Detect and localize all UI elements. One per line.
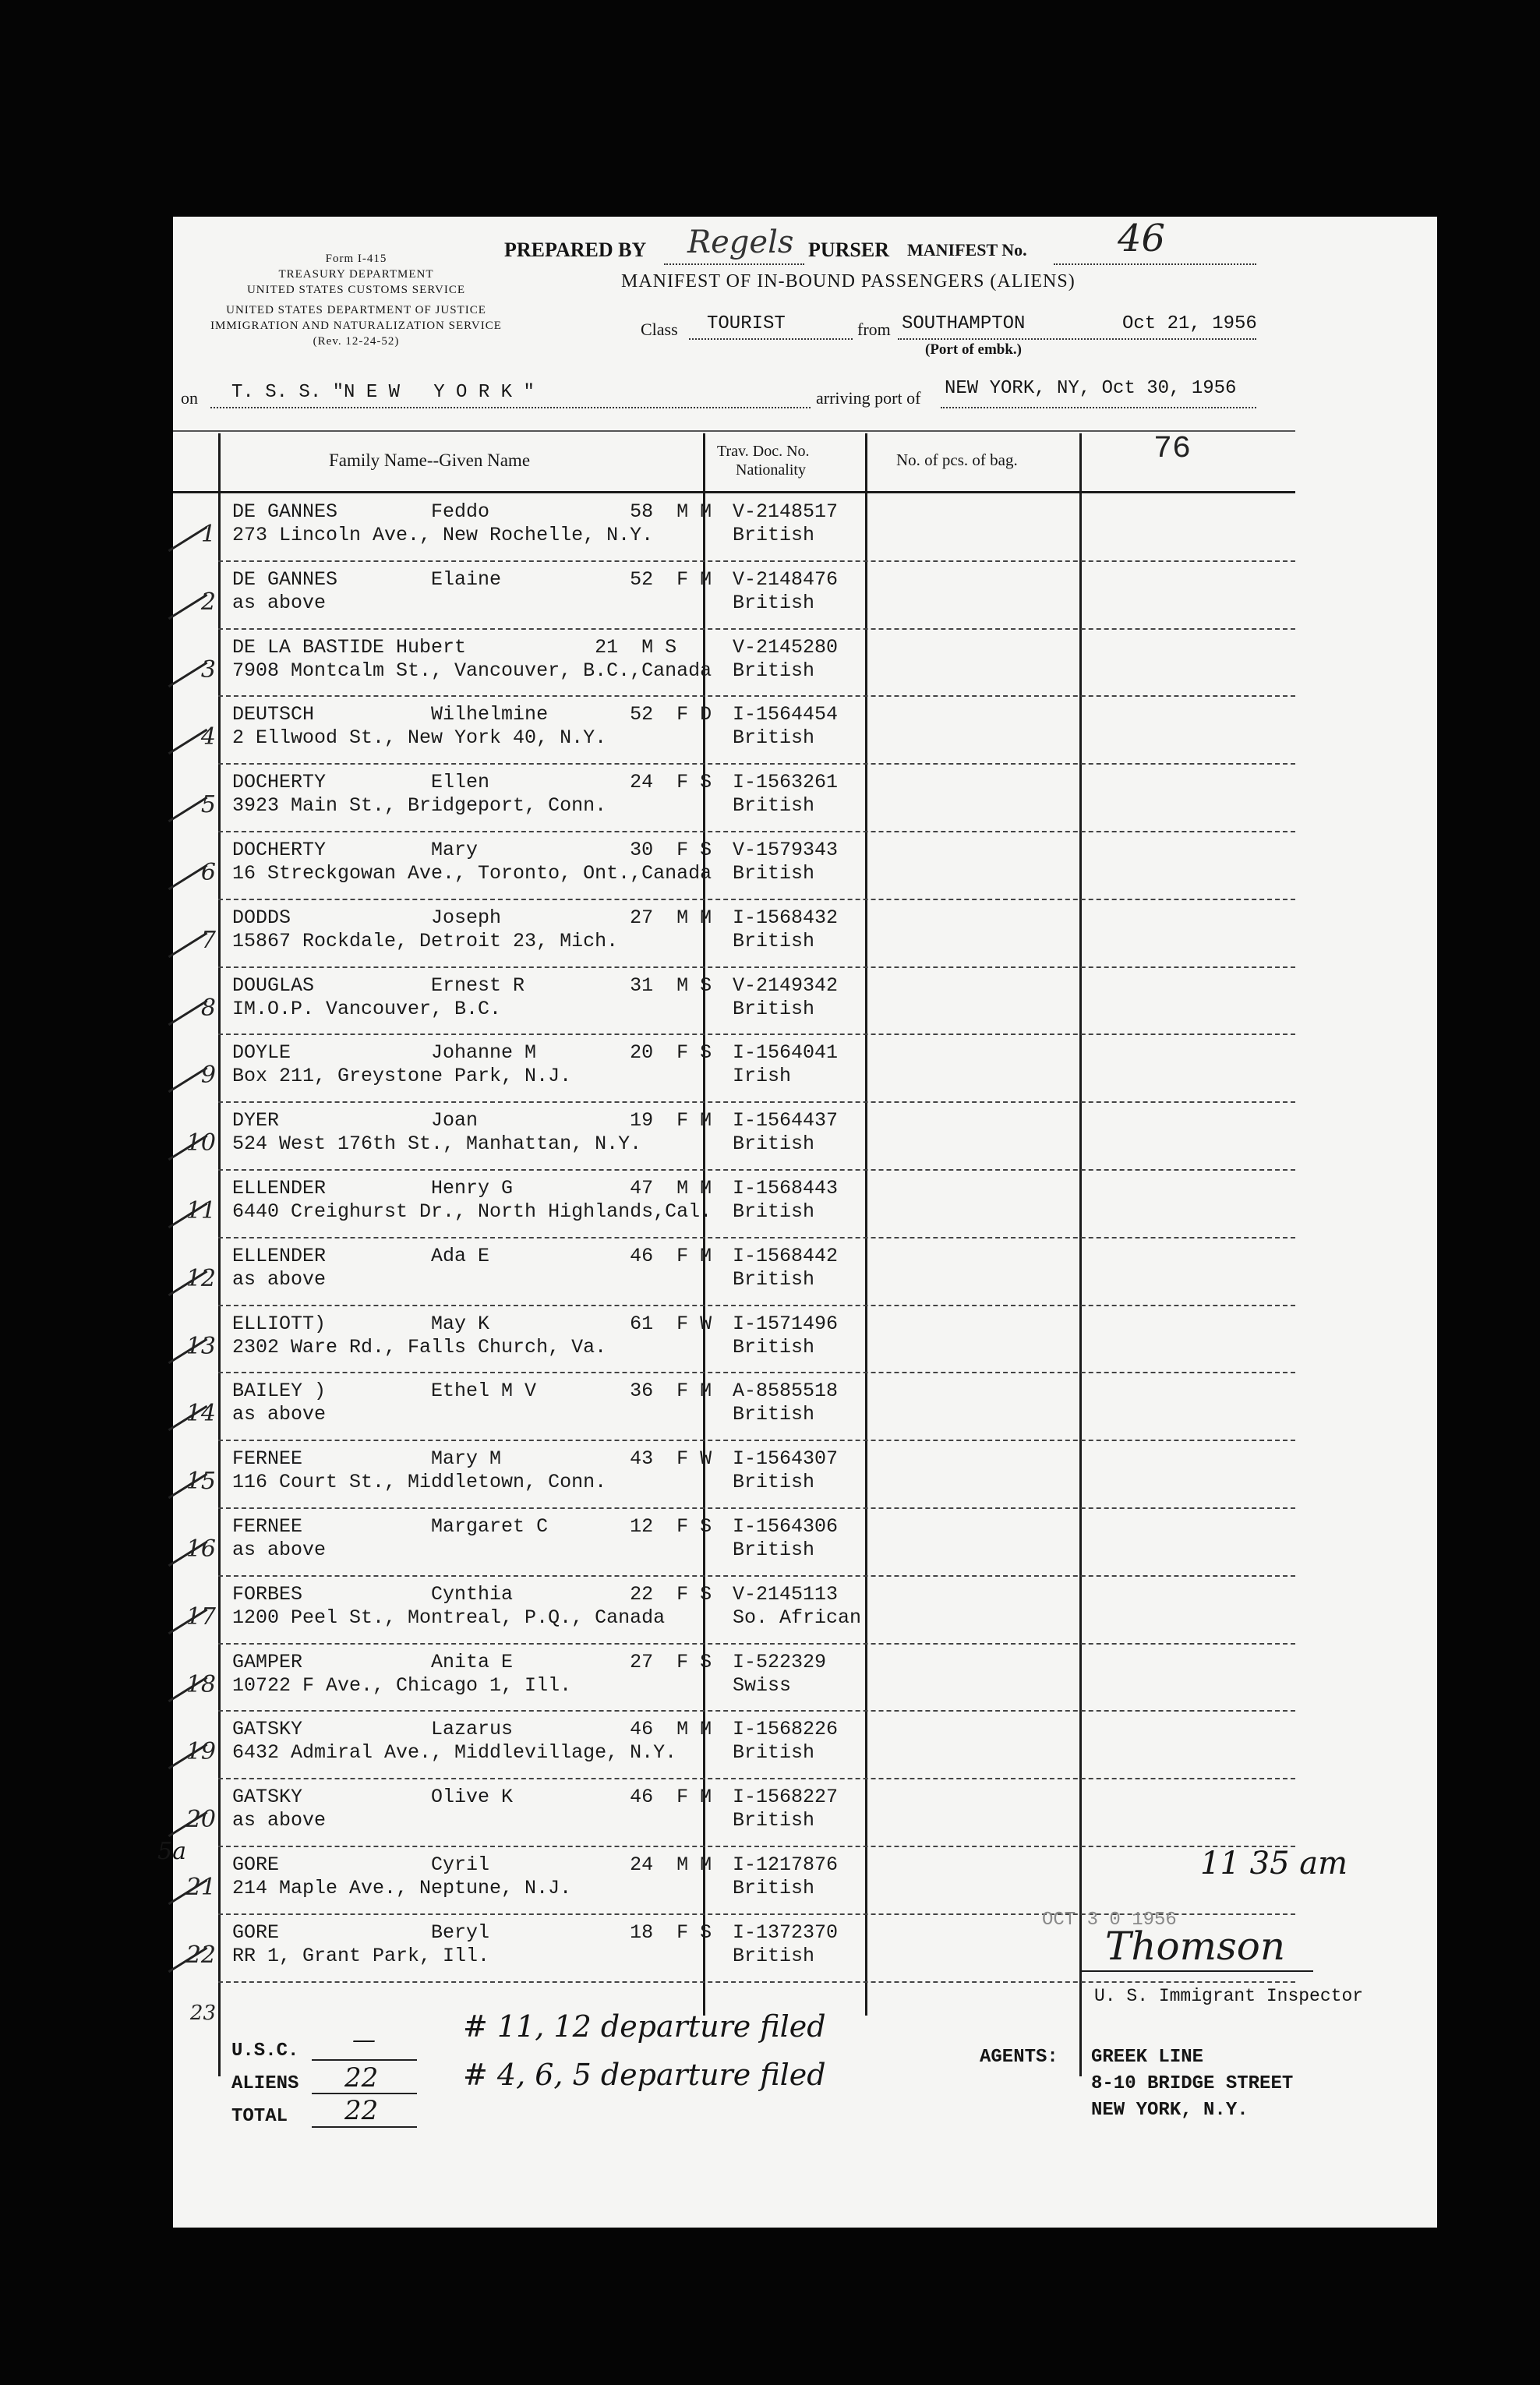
passenger-name-line: DODDS Joseph 27 M M <box>232 906 712 929</box>
nationality: British <box>733 997 815 1020</box>
departure-note-1: # 11, 12 departure filed <box>463 2009 826 2044</box>
from-label: from <box>857 320 891 339</box>
table-row <box>173 633 1295 701</box>
on-label: on <box>181 388 198 408</box>
passenger-address-line: 3923 Main St., Bridgeport, Conn. <box>232 794 607 818</box>
inspector-signature: Thomson <box>1105 1924 1286 1969</box>
passenger-address-line: 2 Ellwood St., New York 40, N.Y. <box>232 726 607 750</box>
row-number: 9 <box>200 1062 216 1090</box>
passenger-name-line: FERNEE Mary M 43 F W <box>232 1447 712 1471</box>
table-row <box>173 565 1295 633</box>
row-divider <box>218 1305 1295 1306</box>
row-divider <box>218 628 1295 630</box>
table-row <box>173 1648 1295 1715</box>
travel-doc-number: I-1564041 <box>733 1041 839 1065</box>
passenger-address-line: 6440 Creighurst Dr., North Highlands,Cal. <box>232 1200 712 1223</box>
header-bottom-rule <box>173 491 1295 493</box>
passenger-name-line: DOCHERTY Mary 30 F S <box>232 839 712 861</box>
travel-doc-number: A-8585518 <box>733 1380 839 1403</box>
form-id-line: TREASURY DEPARTMENT <box>278 268 434 281</box>
row-number: 13 <box>185 1332 216 1360</box>
travel-doc-number: I-1568432 <box>733 906 839 929</box>
row-divider <box>218 1981 1295 1983</box>
form-id-line: UNITED STATES CUSTOMS SERVICE <box>246 284 466 296</box>
table-top-rule <box>173 430 1295 432</box>
passenger-name-line: DE GANNES Elaine 52 F M <box>232 567 712 591</box>
row-divider <box>218 560 1295 562</box>
from-value: SOUTHAMPTON <box>902 313 1026 334</box>
form-id-line: (Rev. 12-24-52) <box>313 335 400 348</box>
passenger-name-line: BAILEY ) Ethel M V 36 F M <box>232 1380 712 1403</box>
nationality: British <box>733 1267 815 1291</box>
passenger-address-line: 1200 Peel St., Montreal, P.Q., Canada <box>232 1606 666 1629</box>
col-header-nationality: Nationality <box>736 461 806 479</box>
passenger-name-line: GORE Cyril 24 M M <box>232 1853 712 1876</box>
table-row <box>173 1376 1295 1444</box>
inspector-label: U. S. Immigrant Inspector <box>1094 1986 1364 2006</box>
nationality: British <box>733 1539 815 1561</box>
passenger-name-line: DOCHERTY Ellen 24 F S <box>232 771 712 794</box>
form-id-line: UNITED STATES DEPARTMENT OF JUSTICE <box>226 304 486 316</box>
agent-city: NEW YORK, N.Y. <box>1091 2100 1249 2121</box>
passenger-address-line: 273 Lincoln Ave., New Rochelle, N.Y. <box>232 524 654 546</box>
form-id-block <box>204 251 508 349</box>
nationality: British <box>733 862 815 885</box>
nationality: Irish <box>733 1065 792 1088</box>
row-number: 4 <box>200 723 216 751</box>
row-divider <box>218 1169 1295 1171</box>
travel-doc-number: I-1564306 <box>733 1515 839 1538</box>
row-number: 7 <box>200 926 216 954</box>
agent-name: GREEK LINE <box>1091 2047 1204 2068</box>
row-divider <box>218 1778 1295 1779</box>
manifest-no-label: MANIFEST No. <box>907 240 1027 260</box>
table-row <box>173 1444 1295 1512</box>
nationality: British <box>733 929 815 952</box>
form-id-line: Form I-415 <box>325 253 387 265</box>
row-number: 21 <box>185 1874 216 1901</box>
table-row <box>173 1715 1295 1783</box>
table-row <box>173 1242 1295 1309</box>
agents-label: AGENTS: <box>980 2047 1058 2068</box>
row-number: 8 <box>200 994 216 1022</box>
passenger-name-line: GAMPER Anita E 27 F S <box>232 1650 712 1673</box>
col-header-name: Family Name--Given Name <box>329 450 531 470</box>
table-row <box>173 1850 1295 1918</box>
travel-doc-number: I-1568443 <box>733 1177 839 1200</box>
table-row <box>173 768 1295 836</box>
row-number: 23 <box>189 2002 216 2025</box>
arriving-value: NEW YORK, NY, Oct 30, 1956 <box>945 378 1237 399</box>
manifest-title: MANIFEST OF IN-BOUND PASSENGERS (ALIENS) <box>621 271 1076 292</box>
nationality: British <box>733 1132 815 1156</box>
aliens-value: 22 <box>344 2062 379 2094</box>
departure-note-2: # 4, 6, 5 departure filed <box>463 2058 826 2092</box>
passenger-address-line: 15867 Rockdale, Detroit 23, Mich. <box>232 929 619 952</box>
passenger-name-line: ELLENDER Henry G 47 M M <box>232 1177 712 1200</box>
row-number: 19 <box>185 1738 216 1766</box>
table-row <box>173 903 1295 971</box>
class-label: Class <box>641 320 678 339</box>
table-row <box>173 1174 1295 1242</box>
passenger-address-line: as above <box>232 1403 327 1426</box>
inspector-rule <box>1079 1970 1313 1972</box>
nationality: British <box>733 794 815 818</box>
row-number: 11 <box>185 1197 216 1224</box>
row-divider <box>218 695 1295 697</box>
col-header-bags: No. of pcs. of bag. <box>896 450 1018 469</box>
passenger-name-line: DYER Joan 19 F M <box>232 1109 712 1132</box>
travel-doc-number: I-1564454 <box>733 703 839 726</box>
travel-doc-number: I-1217876 <box>733 1853 839 1876</box>
passenger-name-line: ELLIOTT) May K 61 F W <box>232 1312 712 1335</box>
row-number: 1 <box>200 521 216 548</box>
nationality: Swiss <box>733 1673 792 1697</box>
row-number: 20 <box>185 1806 216 1834</box>
passenger-address-line: 116 Court St., Middletown, Conn. <box>232 1471 607 1494</box>
aliens-label: ALIENS <box>231 2073 299 2094</box>
class-value: TOURIST <box>707 313 786 334</box>
row-divider <box>218 1372 1295 1373</box>
row-divider <box>218 1643 1295 1645</box>
passenger-name-line: GORE Beryl 18 F S <box>232 1920 712 1944</box>
passenger-address-line: RR 1, Grant Park, Ill. <box>232 1944 490 1967</box>
nationality: British <box>733 726 815 750</box>
table-row <box>173 971 1295 1039</box>
purser-label: PURSER <box>808 238 890 261</box>
passenger-name-line: DEUTSCH Wilhelmine 52 F D <box>232 703 712 726</box>
passenger-name-line: GATSKY Olive K 46 F M <box>232 1786 712 1809</box>
row-number: 22 <box>185 1941 216 1969</box>
row-number: 18 <box>185 1670 216 1698</box>
row-number: 15 <box>185 1468 216 1496</box>
passenger-address-line: as above <box>232 1809 327 1832</box>
table-row <box>173 1038 1295 1106</box>
nationality: British <box>733 1809 815 1832</box>
table-row <box>173 836 1295 903</box>
form-id-line: IMMIGRATION AND NATURALIZATION SERVICE <box>210 320 502 332</box>
passenger-name-line: FERNEE Margaret C 12 F S <box>232 1515 712 1538</box>
table-row <box>173 497 1295 565</box>
port-note: (Port of embk.) <box>925 341 1022 358</box>
col-header-extra: 76 <box>1153 432 1192 467</box>
passenger-address-line: Box 211, Greystone Park, N.J. <box>232 1065 572 1088</box>
row-divider <box>218 1440 1295 1441</box>
passenger-address-line: as above <box>232 1539 327 1561</box>
manifest-page <box>157 217 1437 2228</box>
row-number: 14 <box>185 1400 216 1428</box>
row-divider <box>218 1101 1295 1103</box>
travel-doc-number: I-1568226 <box>733 1718 839 1741</box>
total-value: 22 <box>344 2095 379 2126</box>
nationality: British <box>733 524 815 546</box>
travel-doc-number: V-2148476 <box>733 567 839 591</box>
manifest-no-value: 46 <box>1118 217 1166 260</box>
row-divider <box>218 831 1295 832</box>
prepared-by-signature: Regels <box>687 224 794 260</box>
nationality: British <box>733 1877 815 1899</box>
row-divider <box>218 899 1295 900</box>
row-divider <box>218 1846 1295 1847</box>
passenger-name-line: DOUGLAS Ernest R 31 M S <box>232 973 712 997</box>
passenger-name-line: DE GANNES Feddo 58 M M <box>232 500 712 523</box>
passenger-address-line: 16 Streckgowan Ave., Toronto, Ont.,Canada <box>232 862 712 885</box>
row-divider <box>218 966 1295 968</box>
row-divider <box>218 1034 1295 1035</box>
agent-address: 8-10 BRIDGE STREET <box>1091 2073 1294 2094</box>
nationality: British <box>733 1471 815 1494</box>
table-row <box>173 700 1295 768</box>
row-number: 16 <box>185 1535 216 1563</box>
nationality: British <box>733 1403 815 1426</box>
total-line <box>312 2126 417 2128</box>
passenger-address-line: 214 Maple Ave., Neptune, N.J. <box>232 1877 572 1899</box>
nationality: British <box>733 1944 815 1967</box>
row-divider <box>218 1710 1295 1712</box>
total-label: TOTAL <box>231 2106 288 2127</box>
travel-doc-number: I-1563261 <box>733 771 839 794</box>
row-divider <box>218 1575 1295 1577</box>
travel-doc-number: V-2148517 <box>733 500 839 523</box>
nationality: British <box>733 591 815 614</box>
travel-doc-number: V-2145280 <box>733 635 839 659</box>
departure-date: Oct 21, 1956 <box>1122 313 1257 334</box>
travel-doc-number: I-1571496 <box>733 1312 839 1335</box>
passenger-address-line: 7908 Montcalm St., Vancouver, B.C.,Canada <box>232 659 712 682</box>
usc-value: — <box>352 2026 376 2054</box>
prepared-by-label: PREPARED BY <box>504 238 647 261</box>
row-number: 12 <box>185 1264 216 1292</box>
nationality: British <box>733 1335 815 1359</box>
passenger-address-line: as above <box>232 1267 327 1291</box>
row-number: 2 <box>200 588 216 616</box>
nationality: British <box>733 1200 815 1223</box>
nationality: So. African <box>733 1606 862 1629</box>
table-row <box>173 1783 1295 1850</box>
arriving-label: arriving port of <box>816 388 921 408</box>
travel-doc-number: V-2149342 <box>733 973 839 997</box>
travel-doc-number: I-1564307 <box>733 1447 839 1471</box>
col-header-doc: Trav. Doc. No. <box>717 443 810 460</box>
passenger-name-line: DOYLE Johanne M 20 F S <box>232 1041 712 1065</box>
passenger-name-line: FORBES Cynthia 22 F S <box>232 1582 712 1606</box>
table-row <box>173 1309 1295 1377</box>
row-divider <box>218 1507 1295 1509</box>
passenger-name-line: GATSKY Lazarus 46 M M <box>232 1718 712 1741</box>
travel-doc-number: I-522329 <box>733 1650 827 1673</box>
margin-note: 5a <box>157 1838 186 1865</box>
inspection-stamp-date: OCT 3 0 1956 <box>1042 1910 1177 1931</box>
row-number: 5 <box>200 791 216 819</box>
travel-doc-number: I-1568227 <box>733 1786 839 1809</box>
usc-line <box>312 2059 417 2061</box>
passenger-address-line: 524 West 176th St., Manhattan, N.Y. <box>232 1132 642 1156</box>
nationality: British <box>733 1741 815 1765</box>
usc-label: U.S.C. <box>231 2040 299 2062</box>
passenger-address-line: 2302 Ware Rd., Falls Church, Va. <box>232 1335 607 1359</box>
passenger-address-line: as above <box>232 591 327 614</box>
passenger-address-line: 6432 Admiral Ave., Middlevillage, N.Y. <box>232 1741 677 1765</box>
row-divider <box>218 763 1295 765</box>
table-row <box>173 1106 1295 1174</box>
passenger-address-line: IM.O.P. Vancouver, B.C. <box>232 997 502 1020</box>
nationality: British <box>733 659 815 682</box>
travel-doc-number: V-2145113 <box>733 1582 839 1606</box>
table-row <box>173 1512 1295 1580</box>
row-number: 3 <box>200 655 216 684</box>
vessel-name: T. S. S. "N E W Y O R K " <box>231 382 535 403</box>
row-number: 17 <box>185 1602 216 1631</box>
passenger-name-line: DE LA BASTIDE Hubert 21 M S <box>232 635 677 659</box>
travel-doc-number: V-1579343 <box>733 839 839 861</box>
travel-doc-number: I-1568442 <box>733 1244 839 1267</box>
row-divider <box>218 1237 1295 1238</box>
passenger-name-line: ELLENDER Ada E 46 F M <box>232 1244 712 1267</box>
time-note: 11 35 am <box>1200 1846 1348 1882</box>
row-number: 10 <box>185 1129 216 1157</box>
travel-doc-number: I-1564437 <box>733 1109 839 1132</box>
table-row <box>173 1580 1295 1648</box>
row-number: 6 <box>200 859 216 886</box>
passenger-address-line: 10722 F Ave., Chicago 1, Ill. <box>232 1673 572 1697</box>
travel-doc-number: I-1372370 <box>733 1920 839 1944</box>
